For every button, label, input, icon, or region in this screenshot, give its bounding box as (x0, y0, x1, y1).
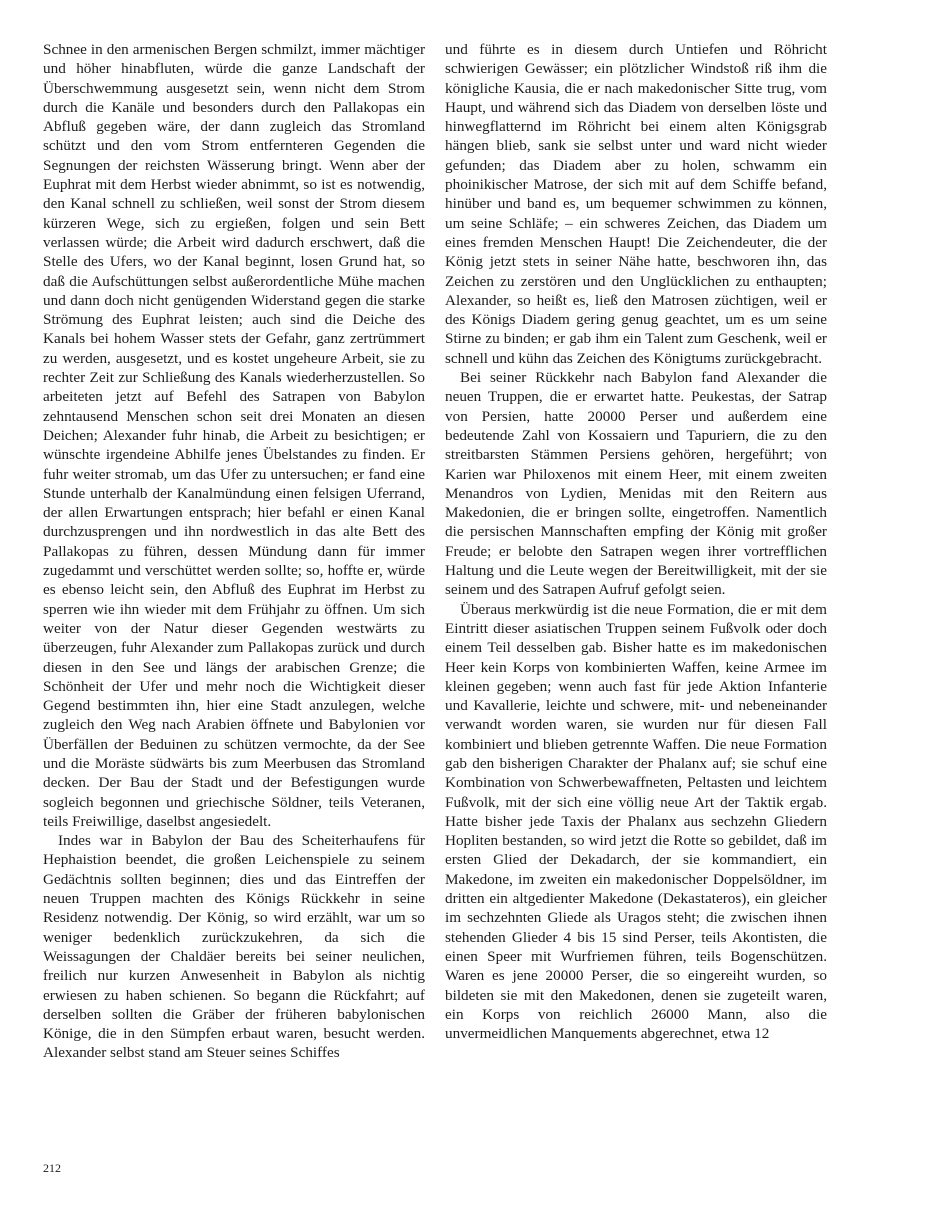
left-column (43, 40, 425, 1063)
paragraph: Bei seiner Rückkehr nach Babylon fand Alexander die neuen Truppen, die er erwartet hatte. Peukestas, der Satrap von Persien, hatte 20000 Perser und außerdem eine bedeutende Zahl von Kossaiern und Tapuriern, die zu den streitbarsten Stämmen Persiens gehören, hergeführt; von Karien war Philoxenos mit einem Heer, mit einem zweiten Menandros von Lydien, Menidas mit den Reitern aus Makedonien, die er bringen sollte, eingetroffen. Namentlich die persischen Mannschaften empfing der König mit großer Freude; er belobte den Satrapen wegen ihrer vortrefflichen Haltung und die Leute wegen der Bereitwilligkeit, mit der sie seinem und des Satrapen Aufruf gefolgt seien. (445, 369, 827, 599)
paragraph: Schnee in den armenischen Bergen schmilzt, immer mächtiger und höher hinabfluten, würde die ganze Landschaft der Überschwemmung ausgesetzt sein, wenn nicht dem Strom durch die Kanäle und besonders durch den Pallakopas ein Abfluß gegeben wäre, der dann zugleich das Stromland schützt und den vom Strom entfernteren Gegenden die Segnungen der reichsten Wässerung bringt. Wenn aber der Euphrat mit dem Herbst wieder abnimmt, so ist es notwendig, den Kanal schnell zu schließen, weil sonst der Strom diesem kürzeren Wege, sich zu ergießen, folgen und sein Bett verlassen würde; die Arbeit wird dadurch erschwert, daß die Stelle des Ufers, wo der Kanal beginnt, losen Grund hat, so daß die Aufschüttungen selbst außerordentliche Mühe machen und dann doch nicht genügenden Widerstand gegen die starke Strömung des Euphrat leisten; auch sind die Deiche des Kanals bei hohem Wasser stets der Gefahr, ganz zertrümmert zu werden, ausgesetzt, und es kostet ungeheure Arbeit, sie zu rechter Zeit zur Schließung des Kanals wiederherzustellen. So arbeiteten jetzt auf Befehl des Satrapen von Babylon zehntausend Menschen schon seit drei Monaten an diesen Deichen; Alexander fuhr hinab, die Arbeit zu besichtigen; er wünschte irgendeine Abhilfe jenes Übelstandes zu finden. Er fuhr weiter stromab, um das Ufer zu untersuchen; er fand eine Stunde unterhalb der Kanalmündung einen felsigen Uferrand, der allen Erwartungen entsprach; hier befahl er einen Kanal durchzusprengen und ihn nordwestlich in das alte Bett des Pallakopas zu führen, dessen Mündung dann für immer zugedammt und verschüttet werden sollte; so, hoffte er, würde es ebenso leicht sein, den Abfluß des Euphrat im Herbst zu sperren wie ihn wieder mit dem Frühjahr zu öffnen. Um sich weiter von der Natur dieser Gegenden westwärts zu überzeugen, fuhr Alexander zum Pallakopas zurück und durch diesen in den See und längs der arabischen Grenze; die Schönheit der Ufer und mehr noch die Wichtigkeit dieser Gegend bestimmten ihn, hier eine Stadt anzulegen, welche zugleich den Weg nach Arabien öffnete und Babylonien vor Überfällen der Beduinen zu schützen vermochte, da der See und die Moräste südwärts bis zum Meerbusen das Stromland decken. Der Bau der Stadt und der Befestigungen wurde sogleich begonnen und griechische Söldner, teils Veteranen, teils Freiwillige, daselbst angesiedelt. (43, 41, 425, 830)
paragraph: und führte es in diesem durch Untiefen und Röhricht schwierigen Gewässer; ein plötzlicher Windstoß riß ihm die königliche Kausia, die er nach makedonischer Sitte trug, vom Haupt, und während sich das Diadem von derselben löste und hinwegflatternd im Röhricht bei einem alten Königsgrab hängen blieb, sank sie selbst unter und ward nicht wieder gefunden; das Diadem aber zu holen, schwamm ein phoinikischer Matrose, der sich mit auf dem Schiffe befand, hinüber und band es, um bequemer schwimmen zu können, um seine Schläfe; – ein schweres Zeichen, das Diadem um eines fremden Menschen Haupt! Die Zeichendeuter, die der König jetzt stets in seiner Nähe hatte, beschworen ihn, das Zeichen zu zerstören und den Unglücklichen zu enthaupten; Alexander, so heißt es, ließ den Matrosen züchtigen, weil er des Königs Diadem gering genug geachtet, um es um seine Stirne zu binden; er gab ihm ein Talent zum Geschenk, weil er schnell und kühn das Zeichen des Königtums zurückgebracht. (445, 41, 827, 367)
page-number: 212 (43, 1161, 61, 1175)
paragraph: Überaus merkwürdig ist die neue Formation, die er mit dem Eintritt dieser asiatischen Truppen seinem Fußvolk oder doch einem Teil desselben gab. Bisher hatte es im makedonischen Heer kein Korps von kombinierten Waffen, keine Armee im kleinen gegeben; wenn auch fast für jede Aktion Infanterie und Kavallerie, leichte und schwere, mit- und nebeneinander verwandt worden waren, sie wurden nur für diesen Fall kombiniert und blieben getrennte Waffen. Die neue Formation gab den bisherigen Charakter der Phalanx auf; sie schuf eine Kombination von Schwerbewaffneten, Peltasten und leichtem Fußvolk, mit der sich eine völlig neue Art der Taktik ergab. Hatte bisher jede Taxis der Phalanx aus sechzehn Gliedern Hopliten bestanden, so wird jetzt die Rotte so gebildet, daß im ersten Glied der Dekadarch, der sie kommandiert, ein Makedone, im zweiten ein makedonischer Doppelsöldner, im dritten ein altgedienter Makedone (Dekastateros), ein gleicher im sechzehnten Gliede als Uragos steht; die zwischen ihnen stehenden Glieder 4 bis 15 sind Perser, teils Akontisten, die einen Speer mit Wurfriemen führen, teils Bogenschützen. Waren es jene 20000 Perser, die so eingereiht wurden, so bildeten sie mit den Makedonen, denen sie zugeteilt waren, ein Korps von reichlich 26000 Mann, also die unvermeidlichen Manquements abgerechnet, etwa 12 (445, 600, 827, 1043)
right-column (445, 40, 827, 1043)
paragraph: Indes war in Babylon der Bau des Scheiterhaufens für Hephaistion beendet, die großen Leichenspiele zu seinem Gedächtnis sollten beginnen; dies und das Eintreffen der neuen Truppen machten des Königs Rückkehr in seine Residenz notwendig. Der König, so wird erzählt, war um so weniger bedenklich zurückzukehren, da sich die Weissagungen der Chaldäer bereits bei seiner neulichen, freilich nur kurzen Anwesenheit in Babylon als nichtig erwiesen zu haben schienen. So begann die Rückfahrt; auf derselben sollten die Gräber der früheren babylonischen Könige, die in den Sümpfen erbaut waren, besucht werden. Alexander selbst stand am Steuer seines Schiffes (43, 832, 425, 1062)
